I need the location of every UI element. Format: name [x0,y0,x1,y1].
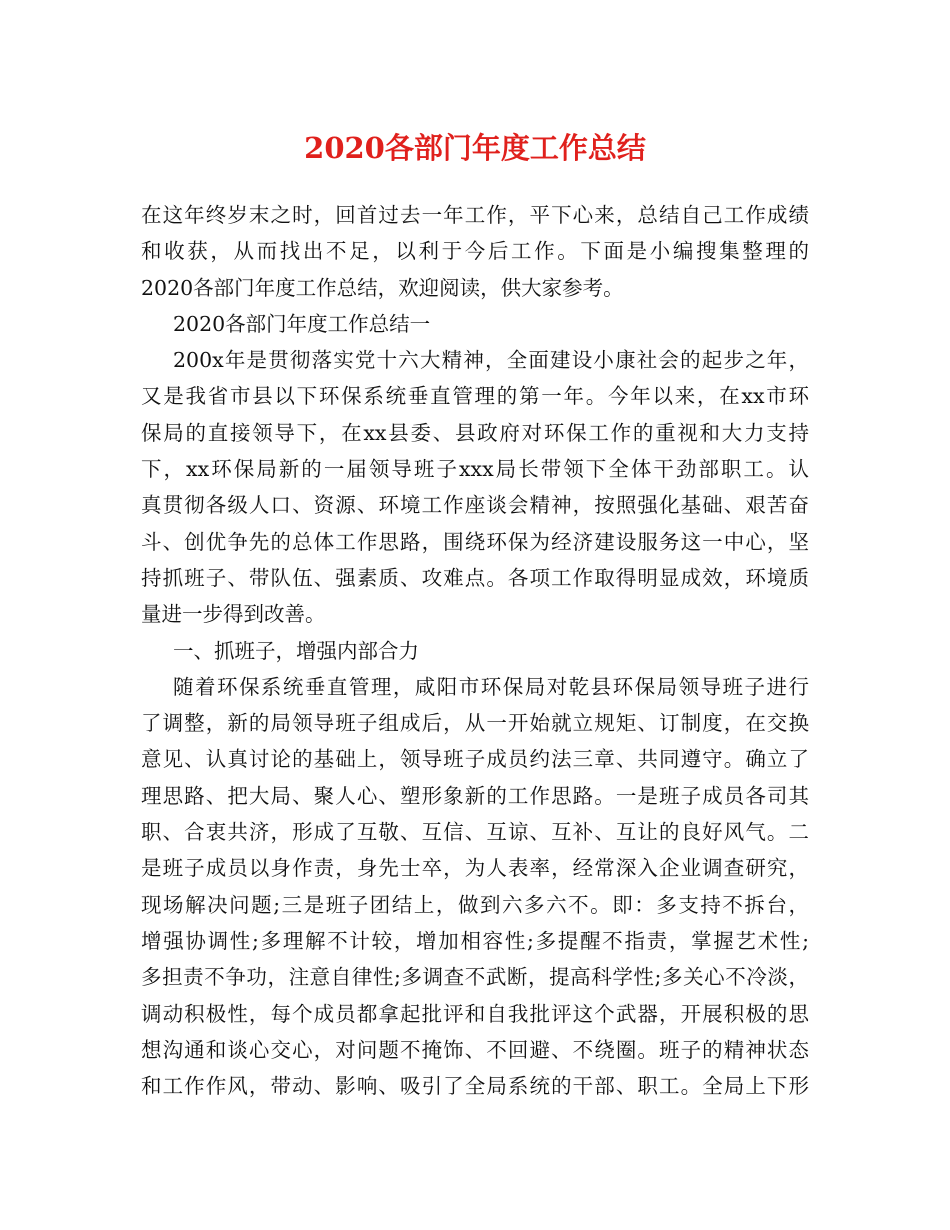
text-line: 量进一步得到改善。 [141,602,326,627]
text-line: 200x年是贯彻落实党十六大精神，全面建设小康社会的起步之年， [173,348,809,373]
text-line: 意见、认真讨论的基础上，领导班子成员约法三章、共同遵守。确立了 [141,747,809,772]
text-line: 调动积极性，每个成员都拿起批评和自我批评这个武器，开展积极的思 [141,1001,809,1026]
text-line: 下，xx环保局新的一届领导班子xxx局长带领下全体干劲部职工。认 [141,457,809,482]
document-title: 2020各部门年度工作总结 [304,131,646,165]
text-line: 2020各部门年度工作总结，欢迎阅读，供大家参考。 [141,275,624,300]
document-body [141,197,809,1104]
text-line: 和收获，从而找出不足，以利于今后工作。下面是小编搜集整理的 [141,239,809,264]
section-heading: 2020各部门年度工作总结一 [173,311,431,336]
text-line: 真贯彻各级人口、资源、环境工作座谈会精神，按照强化基础、艰苦奋 [141,493,809,518]
text-line: 了调整，新的局领导班子组成后，从一开始就立规矩、订制度，在交换 [141,711,809,736]
text-line: 是班子成员以身作责，身先士卒，为人表率，经常深入企业调查研究， [141,856,809,881]
text-line: 在这年终岁末之时，回首过去一年工作，平下心来，总结自己工作成绩 [141,203,809,227]
text-line: 持抓班子、带队伍、强素质、攻难点。各项工作取得明显成效，环境质 [141,565,809,590]
text-line: 斗、创优争先的总体工作思路，围绕环保为经济建设服务这一中心，坚 [141,529,809,554]
text-line: 和工作作风，带动、影响、吸引了全局系统的干部、职工。全局上下形 [141,1074,809,1099]
text-line: 现场解决问题;三是班子团结上，做到六多六不。即：多支持不拆台， [141,892,809,917]
section-heading: 一、抓班子，增强内部合力 [173,638,419,663]
text-line: 理思路、把大局、聚人心、塑形象新的工作思路。一是班子成员各司其 [141,783,809,808]
text-line: 保局的直接领导下，在xx县委、县政府对环保工作的重视和大力支持 [141,420,809,445]
text-line: 多担责不争功，注意自律性;多调查不武断，提高科学性;多关心不冷淡， [141,965,809,990]
text-line: 增强协调性;多理解不计较，增加相容性;多提醒不指责，掌握艺术性; [141,928,809,953]
text-line: 想沟通和谈心交心，对问题不掩饰、不回避、不绕圈。班子的精神状态 [141,1037,809,1062]
text-line: 随着环保系统垂直管理，咸阳市环保局对乾县环保局领导班子进行 [173,674,809,699]
text-line: 又是我省市县以下环保系统垂直管理的第一年。今年以来，在xx市环 [141,384,809,409]
text-line: 职、合衷共济，形成了互敬、互信、互谅、互补、互让的良好风气。二 [141,820,809,845]
